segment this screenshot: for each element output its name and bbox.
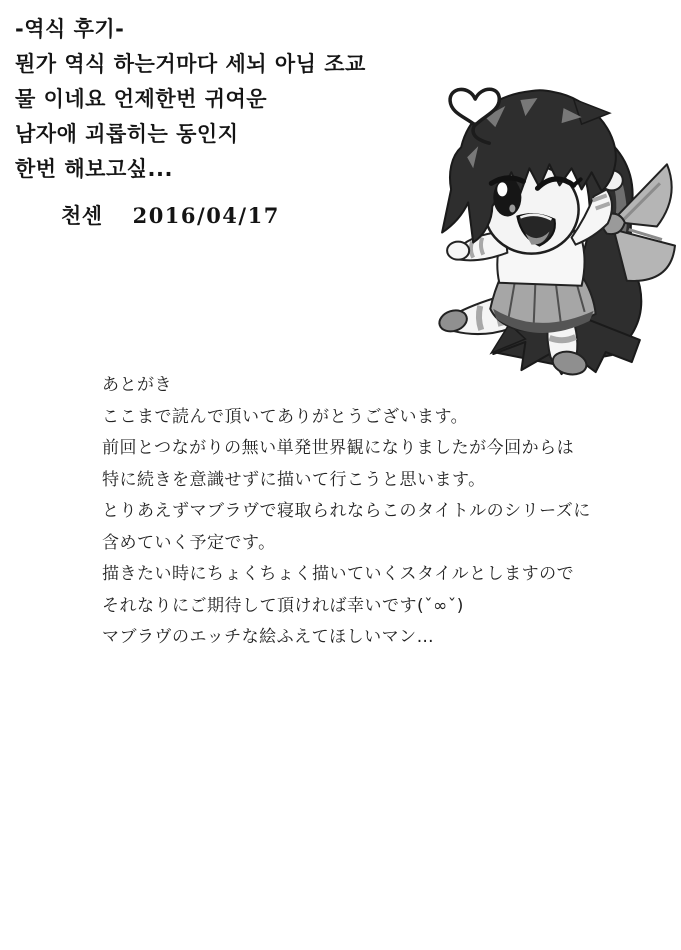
translator-note-line: 뭔가 역식 하는거마다 세뇌 아님 조교 <box>15 52 366 76</box>
translator-note-title: -역식 후기- <box>15 17 125 41</box>
afterword-line: 描きたい時にちょくちょく描いていくスタイルとしますので <box>102 564 575 584</box>
afterword-line: マブラヴのエッチな絵ふえてほしいマン… <box>102 627 435 647</box>
afterword-text <box>102 370 591 654</box>
translator-note <box>15 12 366 234</box>
translator-note-line: 남자애 괴롭히는 동인지 <box>15 122 239 146</box>
translator-note-line: 한번 해보고싶... <box>15 157 173 181</box>
afterword-line: 前回とつながりの無い単発世界観になりましたが今回からは <box>102 438 575 458</box>
translation-date: 2016/04/17 <box>132 203 280 228</box>
translator-signature <box>15 198 366 234</box>
afterword-line: それなりにご期待して頂ければ幸いです(ˇ∞ˇ) <box>102 595 464 616</box>
afterword-line: 含めていく予定です。 <box>102 532 276 553</box>
translator-note-line: 물 이네요 언제한번 귀여운 <box>15 87 268 111</box>
afterword-line: 特に続きを意識せずに描いて行こうと思います。 <box>102 469 486 490</box>
translator-name: 천센 <box>61 204 103 228</box>
afterword-title: あとがき <box>102 375 172 395</box>
afterword-line: ここまで読んで頂いてありがとうございます。 <box>102 406 469 427</box>
chibi-girl-illustration <box>423 60 679 378</box>
afterword-line: とりあえずマブラヴで寝取られならこのタイトルのシリーズに <box>102 501 591 521</box>
